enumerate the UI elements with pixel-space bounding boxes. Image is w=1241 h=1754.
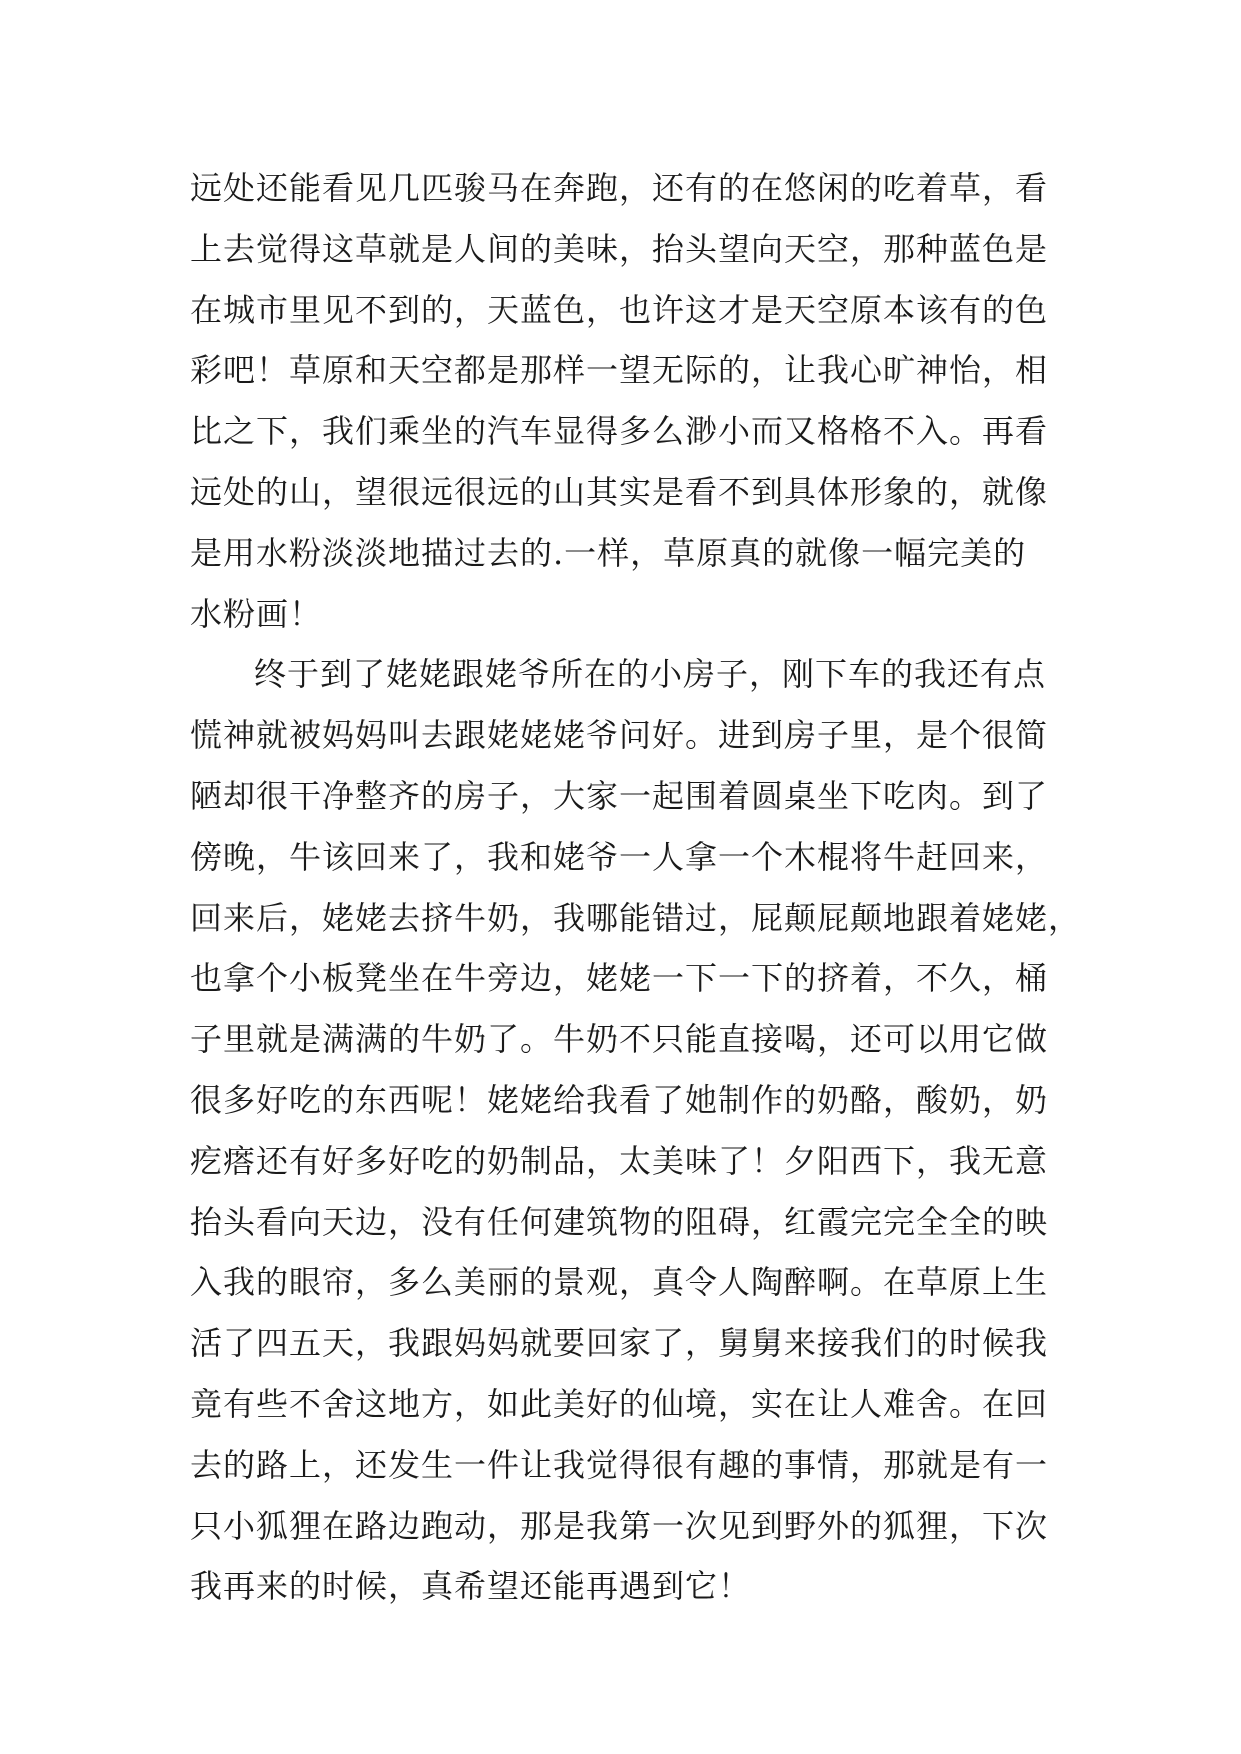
text-line: 比之下，我们乘坐的汽车显得多么渺小而又格格不入。再看: [190, 412, 1049, 451]
text-line: 子里就是满满的牛奶了。牛奶不只能直接喝，还可以用它做: [190, 1020, 1049, 1059]
text-line: 终于到了姥姥跟姥爷所在的小房子，刚下车的我还有点: [254, 655, 1047, 694]
text-line: 慌神就被妈妈叫去跟姥姥姥爷问好。进到房子里，是个很简: [190, 716, 1049, 755]
text-line: 很多好吃的东西呢！姥姥给我看了她制作的奶酪，酸奶，奶: [190, 1080, 1049, 1119]
text-line: 是用水粉淡淡地描过去的.一样，草原真的就像一幅完美的: [190, 533, 1027, 572]
text-line: 抬头看向天边，没有任何建筑物的阻碍，红霞完完全全的映: [190, 1202, 1049, 1241]
paragraph-1: [190, 158, 1050, 644]
text-line: 远处还能看见几匹骏马在奔跑，还有的在悠闲的吃着草，看: [190, 169, 1049, 207]
text-line: 陋却很干净整齐的房子，大家一起围着圆桌坐下吃肉。到了: [190, 776, 1049, 815]
text-line: 入我的眼帘，多么美丽的景观，真令人陶醉啊。在草原上生: [190, 1263, 1049, 1302]
text-line: 傍晚，牛该回来了，我和姥爷一人拿一个木棍将牛赶回来，: [190, 837, 1049, 876]
text-line: 疙瘩还有好多好吃的奶制品，太美味了！夕阳西下，我无意: [190, 1141, 1049, 1180]
text-line: 我再来的时候，真希望还能再遇到它！: [190, 1567, 752, 1606]
text-line: 也拿个小板凳坐在牛旁边，姥姥一下一下的挤着，不久，桶: [190, 959, 1049, 998]
text-line: 回来后，姥姥去挤牛奶，我哪能错过，屁颠屁颠地跟着姥姥，: [190, 898, 1082, 937]
text-line: 远处的山，望很远很远的山其实是看不到具体形象的，就像: [190, 472, 1049, 511]
document-body: [190, 158, 1082, 1617]
text-line: 活了四五天，我跟妈妈就要回家了，舅舅来接我们的时候我: [190, 1324, 1049, 1363]
text-line: 去的路上，还发生一件让我觉得很有趣的事情，那就是有一: [190, 1445, 1049, 1484]
text-line: 彩吧！草原和天空都是那样一望无际的，让我心旷神怡，相: [190, 351, 1049, 390]
text-line: 水粉画！: [190, 594, 323, 633]
paragraph-2: [190, 644, 1082, 1617]
text-line: 上去觉得这草就是人间的美味，抬头望向天空，那种蓝色是: [190, 229, 1049, 268]
text-line: 竟有些不舍这地方，如此美好的仙境，实在让人难舍。在回: [190, 1384, 1049, 1423]
text-line: 只小狐狸在路边跑动，那是我第一次见到野外的狐狸，下次: [190, 1506, 1049, 1545]
text-line: 在城市里见不到的，天蓝色，也许这才是天空原本该有的色: [190, 290, 1049, 329]
